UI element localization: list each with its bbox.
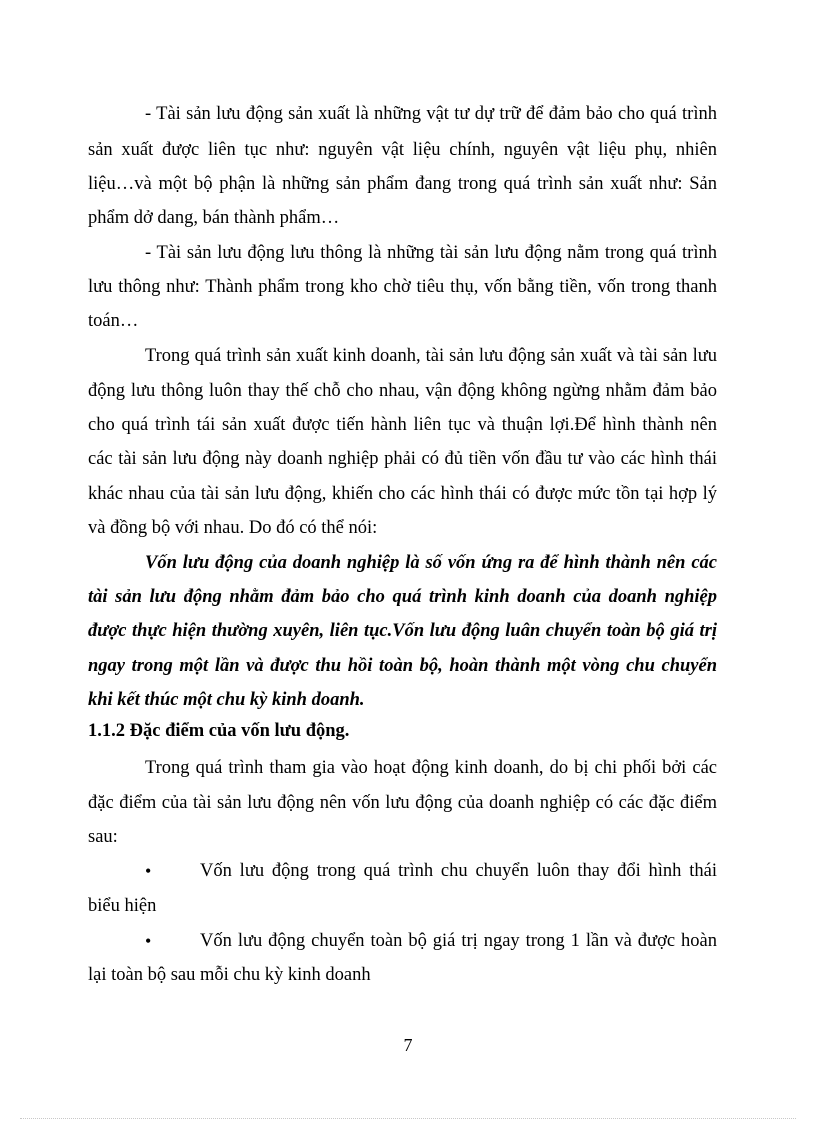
definition-line: tài sản lưu động nhằm đảm bảo cho quá trình kinh doanh của doanh nghiệp (88, 587, 717, 607)
definition-line: Vốn lưu động của doanh nghiệp là số vốn ứng ra để hình thành nên các (145, 553, 717, 573)
page-edge-divider (20, 1118, 796, 1119)
text-line: liệu…và một bộ phận là những sản phẩm đang trong quá trình sản xuất như: Sản (88, 174, 717, 194)
list-item-text: lại toàn bộ sau mỗi chu kỳ kinh doanh (88, 965, 371, 985)
page-number: 7 (403, 1035, 413, 1055)
definition-line: ngay trong một lần và được thu hồi toàn bộ, hoàn thành một vòng chu chuyển (88, 656, 717, 676)
text-line: khác nhau của tài sản lưu động, khiến cho các hình thái có được mức tồn tại hợp lý (88, 484, 717, 504)
text-line: đặc điểm của tài sản lưu động nên vốn lưu động của doanh nghiệp có các đặc điểm (88, 793, 717, 813)
section-heading: 1.1.2 Đặc điểm của vốn lưu động. (88, 721, 350, 741)
definition-line: khi kết thúc một chu kỳ kinh doanh. (88, 690, 365, 710)
text-line: sản xuất được liên tục như: nguyên vật liệu chính, nguyên vật liệu phụ, nhiên (88, 140, 717, 160)
text-line: Trong quá trình tham gia vào hoạt động kinh doanh, do bị chi phối bởi các (145, 758, 717, 778)
text-line: cho quá trình tái sản xuất được tiến hành liên tục và thuận lợi.Để hình thành nên (88, 415, 717, 435)
text-line: các tài sản lưu động này doanh nghiệp phải có đủ tiền vốn đầu tư vào các hình thái (88, 449, 717, 469)
text-line: toán… (88, 311, 139, 331)
text-line: lưu thông như: Thành phẩm trong kho chờ tiêu thụ, vốn bằng tiền, vốn trong thanh (88, 277, 717, 297)
text-line: Trong quá trình sản xuất kinh doanh, tài sản lưu động sản xuất và tài sản lưu (145, 346, 717, 366)
list-item-text: Vốn lưu động chuyển toàn bộ giá trị ngay trong 1 lần và được hoàn (200, 931, 717, 951)
list-item-text: biểu hiện (88, 896, 157, 916)
bullet-icon: • (145, 861, 152, 881)
list-item-text: Vốn lưu động trong quá trình chu chuyển luôn thay đổi hình thái (200, 861, 717, 881)
text-line: và đồng bộ với nhau. Do đó có thể nói: (88, 518, 378, 538)
text-line: sau: (88, 827, 118, 847)
bullet-icon: • (145, 931, 152, 951)
text-line: - Tài sản lưu động lưu thông là những tài sản lưu động nằm trong quá trình (145, 243, 717, 263)
text-line: phẩm dở dang, bán thành phẩm… (88, 208, 340, 228)
definition-line: được thực hiện thường xuyên, liên tục.Vốn lưu động luân chuyển toàn bộ giá trị (88, 621, 717, 641)
text-line: - Tài sản lưu động sản xuất là những vật tư dự trữ để đảm bảo cho quá trình (145, 104, 717, 124)
text-line: động lưu thông luôn thay thế chỗ cho nhau, vận động không ngừng nhằm đảm bảo (88, 381, 717, 401)
